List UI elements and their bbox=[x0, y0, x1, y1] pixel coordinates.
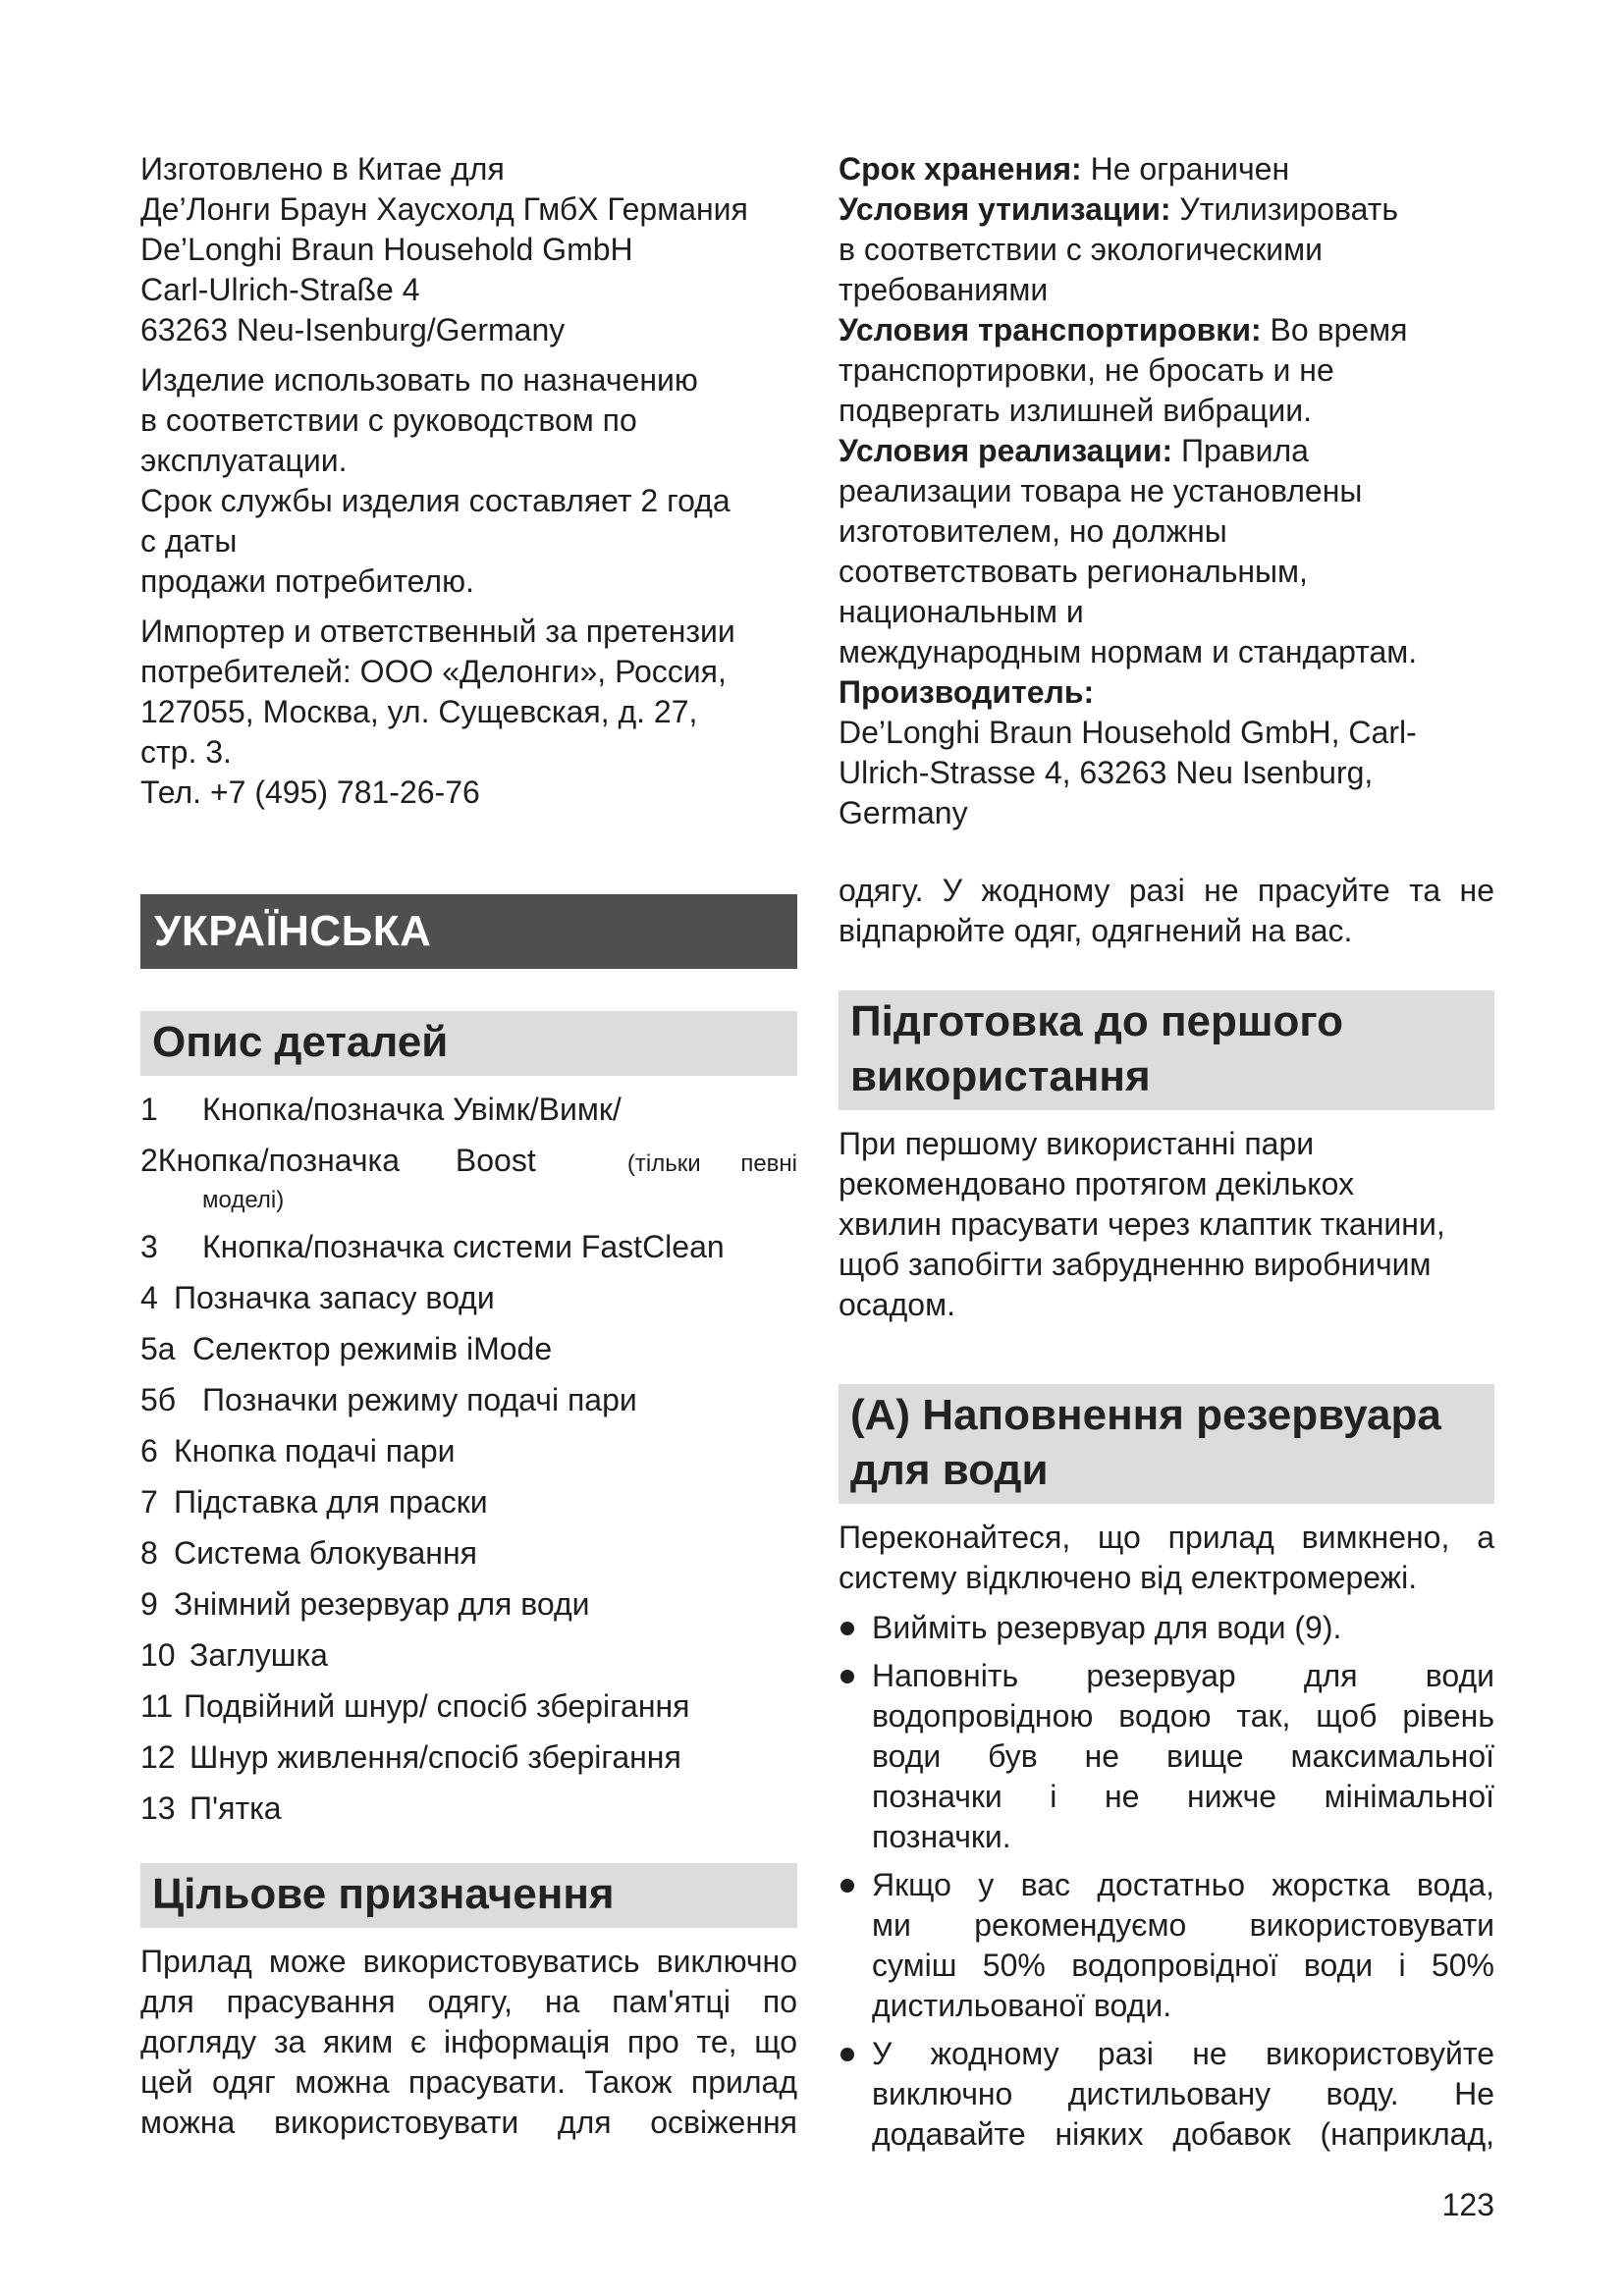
text-line: водопровідною водою так, щоб рівень bbox=[872, 1698, 1494, 1734]
text-line: стр. 3. bbox=[140, 734, 232, 770]
text-line: можна використовувати для освіження bbox=[140, 2105, 797, 2140]
heading-line: Підготовка до першого bbox=[850, 997, 1344, 1045]
text-line: виключно дистильовану воду. Не bbox=[872, 2076, 1494, 2111]
value: Не ограничен bbox=[1090, 151, 1290, 187]
text-line: У жодному разі не використовуйте bbox=[872, 2036, 1494, 2071]
list-item bbox=[140, 1789, 797, 1829]
fill-intro bbox=[839, 1518, 1494, 1598]
item-label: Кнопка/позначка Увімк/Вимк/ bbox=[202, 1092, 622, 1127]
heading-line: (A) Наповнення резервуара bbox=[850, 1391, 1441, 1439]
phone-number: Тел. +7 (495) 781-26-76 bbox=[140, 774, 480, 810]
text-line: изготовителем, но должны bbox=[839, 513, 1227, 549]
text-line: води був не вище максимальної bbox=[872, 1738, 1494, 1774]
text-line: Germany bbox=[839, 795, 968, 830]
text-line: соответствовать региональным, bbox=[839, 554, 1308, 589]
text-line: требованиями bbox=[839, 272, 1049, 307]
sales-info bbox=[839, 431, 1494, 672]
list-item bbox=[839, 1865, 1494, 2026]
list-item bbox=[140, 1090, 797, 1130]
item-label: Кнопка/позначка системи FastClean bbox=[202, 1229, 725, 1264]
text-line: продажи потребителю. bbox=[140, 563, 474, 599]
first-use-text bbox=[839, 1124, 1494, 1325]
manufacturer-info bbox=[140, 149, 797, 350]
text-line: транспортировки, не бросать и не bbox=[839, 352, 1334, 388]
list-item bbox=[140, 1737, 797, 1778]
usage-info bbox=[140, 360, 797, 602]
item-number: 5б bbox=[140, 1382, 177, 1417]
item-number: 1 bbox=[140, 1092, 158, 1127]
label: Производитель: bbox=[839, 674, 1095, 710]
text-line: суміш 50% водопровідної води і 50% bbox=[872, 1948, 1494, 1983]
item-label: Система блокування bbox=[174, 1535, 477, 1571]
continuation-text bbox=[839, 871, 1494, 951]
left-column bbox=[140, 149, 797, 2143]
text-line: дистильованої води. bbox=[872, 1988, 1172, 2023]
page-number: 123 bbox=[1441, 2187, 1494, 2222]
text-line: позначки і не нижче мінімальної bbox=[872, 1779, 1494, 1814]
importer-info bbox=[140, 612, 797, 813]
item-number: 5а bbox=[140, 1331, 176, 1366]
list-item bbox=[140, 1584, 797, 1625]
text-line: потребителей: ООО «Делонги», Россия, bbox=[140, 654, 727, 689]
heading-line: використання bbox=[850, 1052, 1151, 1100]
value: Утилизировать bbox=[1179, 191, 1399, 227]
item-number: 11 bbox=[140, 1688, 174, 1724]
value: Во время bbox=[1270, 312, 1408, 347]
right-column bbox=[839, 149, 1494, 2163]
text-line: в соответствии с экологическими bbox=[839, 232, 1324, 267]
list-item bbox=[140, 1533, 797, 1574]
list-item bbox=[839, 1608, 1494, 1648]
text-line: Изготовлено в Китае для bbox=[140, 151, 505, 187]
item-label: П'ятка bbox=[189, 1790, 282, 1826]
item-label: Кнопка подачі пари bbox=[174, 1433, 456, 1468]
list-item bbox=[140, 1482, 797, 1522]
item-number: 10 bbox=[140, 1637, 176, 1673]
transport-info bbox=[839, 310, 1494, 431]
list-item bbox=[140, 1635, 797, 1676]
text-line: Импортер и ответственный за претензии bbox=[140, 614, 735, 649]
fill-steps-list bbox=[839, 1608, 1494, 2155]
item-note: (тільки певні bbox=[626, 1150, 797, 1177]
list-item bbox=[839, 1656, 1494, 1857]
text-line: Наповніть резервуар для води bbox=[872, 1658, 1494, 1693]
list-item bbox=[140, 1380, 797, 1420]
item-number: 9 bbox=[140, 1586, 158, 1622]
text-line: с даты bbox=[140, 523, 238, 559]
text-line: Изделие использовать по назначению bbox=[140, 362, 698, 398]
text-line: подвергать излишней вибрации. bbox=[839, 393, 1313, 428]
item-number: 12 bbox=[140, 1739, 176, 1775]
producer-info bbox=[839, 672, 1494, 833]
heading-line: для води bbox=[850, 1446, 1049, 1494]
text-line: додавайте ніяких добавок (наприклад, bbox=[872, 2116, 1494, 2152]
text-line: ми рекомендуємо використовувати bbox=[872, 1907, 1494, 1943]
text-line: De’Longhi Braun Household GmbH, Carl- bbox=[839, 715, 1417, 750]
text-line: осадом. bbox=[839, 1287, 955, 1322]
item-number: 7 bbox=[140, 1484, 158, 1520]
text-line: рекомендовано протягом декількох bbox=[839, 1166, 1355, 1201]
text-line: Переконайтеся, що прилад вимкнено, а bbox=[839, 1520, 1494, 1555]
text-line: позначки. bbox=[872, 1819, 1011, 1854]
text-line: цей одяг можна прасувати. Також прилад bbox=[140, 2064, 797, 2100]
item-number: 2 bbox=[140, 1143, 158, 1178]
item-number: 13 bbox=[140, 1790, 176, 1826]
text-line: 127055, Москва, ул. Сущевская, д. 27, bbox=[140, 694, 698, 729]
text-line: Ulrich-Strasse 4, 63263 Neu Isenburg, bbox=[839, 755, 1374, 790]
parts-list bbox=[140, 1090, 797, 1829]
list-item bbox=[140, 1141, 797, 1216]
item-label: Шнур живлення/спосіб зберігання bbox=[189, 1739, 681, 1775]
list-item bbox=[140, 1227, 797, 1267]
list-item bbox=[140, 1329, 797, 1369]
item-number: 6 bbox=[140, 1433, 158, 1468]
text-line: хвилин прасувати через клаптик тканини, bbox=[839, 1206, 1445, 1242]
item-number: 3 bbox=[140, 1229, 158, 1264]
item-number: 4 bbox=[140, 1280, 158, 1315]
text-line: для прасування одягу, на пам'ятці по bbox=[140, 1984, 797, 2019]
fill-tank-heading bbox=[839, 1384, 1494, 1504]
label: Условия транспортировки: bbox=[839, 312, 1262, 347]
text-line: систему відключено від електромережі. bbox=[839, 1560, 1418, 1595]
label: Условия реализации: bbox=[839, 433, 1173, 468]
item-label: Селектор режимів iMode bbox=[192, 1331, 553, 1366]
parts-heading: Опис деталей bbox=[140, 1011, 797, 1076]
value: Правила bbox=[1181, 433, 1309, 468]
item-number: 8 bbox=[140, 1535, 158, 1571]
disposal-info bbox=[839, 189, 1494, 310]
item-label: Кнопка/позначка Boost bbox=[157, 1143, 536, 1178]
text-line: одягу. У жодному разі не прасуйте та не bbox=[839, 873, 1494, 908]
text-line: Прилад може використовуватись виключно bbox=[140, 1944, 797, 1979]
text-line: эксплуатации. bbox=[140, 443, 348, 478]
text-line: Вийміть резервуар для води (9). bbox=[872, 1610, 1342, 1645]
text-line: Де’Лонги Браун Хаусхолд ГмбХ Германия bbox=[140, 191, 748, 227]
item-label: Заглушка bbox=[189, 1637, 328, 1673]
item-label: Позначки режиму подачі пари bbox=[202, 1382, 637, 1417]
text-line: в соответствии с руководством по bbox=[140, 402, 637, 438]
text-line: 63263 Neu-Isenburg/Germany bbox=[140, 312, 566, 347]
list-item bbox=[140, 1686, 797, 1727]
text-line: национальным и bbox=[839, 594, 1084, 629]
list-item bbox=[140, 1278, 797, 1318]
item-label: Позначка запасу води bbox=[174, 1280, 495, 1315]
purpose-text bbox=[140, 1942, 797, 2143]
text-line: Якщо у вас достатньо жорстка вода, bbox=[872, 1867, 1494, 1902]
text-line: реализации товара не установлены bbox=[839, 473, 1363, 508]
text-line: Carl-Ulrich-Straße 4 bbox=[140, 272, 420, 307]
text-line: международным нормам и стандартам. bbox=[839, 634, 1418, 669]
item-note-continued: моделі) bbox=[202, 1187, 285, 1213]
item-label: Підставка для праски bbox=[174, 1484, 488, 1520]
text-line: При першому використанні пари bbox=[839, 1126, 1315, 1161]
storage-info bbox=[839, 149, 1494, 189]
language-banner: УКРАЇНСЬКА bbox=[140, 894, 797, 969]
list-item bbox=[140, 1431, 797, 1471]
text-line: Срок службы изделия составляет 2 года bbox=[140, 483, 731, 518]
item-label: Подвійний шнур/ спосіб зберігання bbox=[184, 1688, 690, 1724]
purpose-heading: Цільове призначення bbox=[140, 1863, 797, 1928]
text-line: щоб запобігти забрудненню виробничим bbox=[839, 1247, 1432, 1282]
text-line: догляду за яким є інформація про те, що bbox=[140, 2024, 797, 2059]
label: Срок хранения: bbox=[839, 151, 1082, 187]
item-label: Знімний резервуар для води bbox=[174, 1586, 590, 1622]
text-line: De’Longhi Braun Household GmbH bbox=[140, 232, 633, 267]
label: Условия утилизации: bbox=[839, 191, 1171, 227]
list-item bbox=[839, 2034, 1494, 2155]
first-use-heading bbox=[839, 990, 1494, 1110]
text-line: відпарюйте одяг, одягнений на вас. bbox=[839, 913, 1353, 948]
